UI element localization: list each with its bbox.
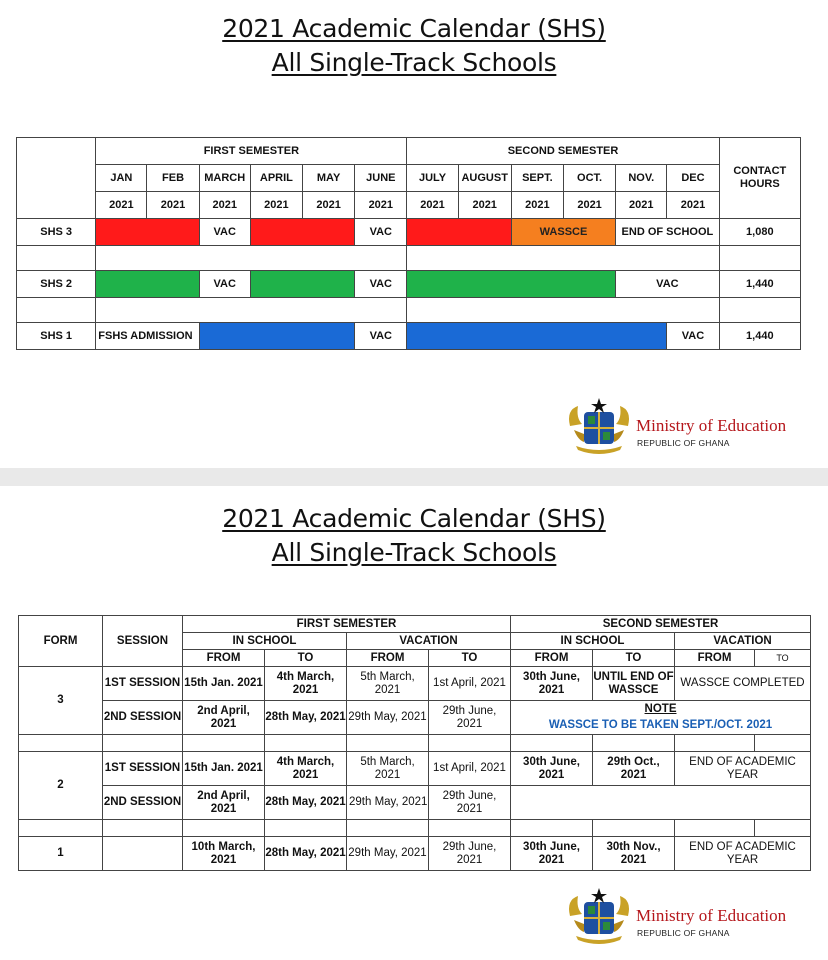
ghana-coat-of-arms-icon xyxy=(564,886,634,946)
note-title: NOTE xyxy=(644,703,677,715)
page-title: 2021 Academic Calendar (SHS) xyxy=(222,14,606,43)
year-header: 2021 xyxy=(563,192,615,219)
date-cell: 30th June, 2021 xyxy=(511,752,593,786)
empty-cell xyxy=(511,786,811,820)
vacation-cell: VAC xyxy=(616,271,719,298)
in-school-bar xyxy=(96,219,199,246)
to-header: TO xyxy=(593,650,675,667)
year-header: 2021 xyxy=(303,192,355,219)
status-cell: WASSCE COMPLETED xyxy=(675,667,811,701)
ministry-name: Ministry of Education xyxy=(636,906,787,925)
in-school-bar xyxy=(250,271,354,298)
panel-separator xyxy=(0,468,828,486)
date-cell: 29th June, 2021 xyxy=(429,837,511,871)
session-cell: 1ST SESSION xyxy=(103,752,183,786)
vacation-cell: VAC xyxy=(355,271,407,298)
from-header: FROM xyxy=(183,650,265,667)
republic-name: REPUBLIC OF GHANA xyxy=(637,438,730,448)
date-cell: 28th May, 2021 xyxy=(265,701,347,735)
session-cell: 1ST SESSION xyxy=(103,667,183,701)
year-header: 2021 xyxy=(616,192,667,219)
year-header: 2021 xyxy=(355,192,407,219)
date-cell: 1st April, 2021 xyxy=(429,667,511,701)
table-row xyxy=(19,786,811,820)
contact-hours-value: 1,440 xyxy=(719,323,800,350)
year-header: 2021 xyxy=(147,192,199,219)
vacation-cell: VAC xyxy=(355,219,407,246)
table-row xyxy=(19,667,811,701)
note-cell xyxy=(511,701,811,735)
form-cell: 2 xyxy=(19,752,103,820)
in-school-bar xyxy=(250,219,354,246)
date-cell: 10th March, 2021 xyxy=(183,837,265,871)
shs2-row xyxy=(17,271,801,298)
date-cell: 5th March, 2021 xyxy=(347,752,429,786)
session-cell xyxy=(103,837,183,871)
date-cell: 28th May, 2021 xyxy=(265,786,347,820)
year-header: 2021 xyxy=(407,192,458,219)
date-cell: 2nd April, 2021 xyxy=(183,786,265,820)
vacation-cell: VAC xyxy=(199,219,250,246)
month-header: NOV. xyxy=(616,165,667,192)
vacation-header: VACATION xyxy=(347,633,511,650)
date-cell: 29th May, 2021 xyxy=(347,701,429,735)
date-cell: 1st April, 2021 xyxy=(429,752,511,786)
status-cell: END OF ACADEMIC YEAR xyxy=(675,752,811,786)
year-header: 2021 xyxy=(199,192,250,219)
year-header: 2021 xyxy=(96,192,147,219)
date-cell: 29th Oct., 2021 xyxy=(593,752,675,786)
year-header: 2021 xyxy=(250,192,302,219)
from-header: FROM xyxy=(675,650,755,667)
ministry-logo xyxy=(564,396,804,456)
second-semester-header: SECOND SEMESTER xyxy=(511,616,811,633)
page-title: 2021 Academic Calendar (SHS) xyxy=(222,504,606,533)
republic-name: REPUBLIC OF GHANA xyxy=(637,928,730,938)
contact-hours-value: 1,440 xyxy=(719,271,800,298)
date-cell: 29th June, 2021 xyxy=(429,701,511,735)
form-header: FORM xyxy=(19,616,103,667)
year-header: 2021 xyxy=(511,192,563,219)
ghana-coat-of-arms-icon xyxy=(564,396,634,456)
in-school-header: IN SCHOOL xyxy=(183,633,347,650)
row-label: SHS 2 xyxy=(17,271,96,298)
month-header: JULY xyxy=(407,165,458,192)
form-cell: 1 xyxy=(19,837,103,871)
page-subtitle: All Single-Track Schools xyxy=(271,538,557,567)
first-semester-header: FIRST SEMESTER xyxy=(183,616,511,633)
month-header: MARCH xyxy=(199,165,250,192)
in-school-bar xyxy=(199,323,355,350)
month-header: OCT. xyxy=(563,165,615,192)
month-header: FEB xyxy=(147,165,199,192)
in-school-header: IN SCHOOL xyxy=(511,633,675,650)
note-text: WASSCE TO BE TAKEN SEPT./OCT. 2021 xyxy=(548,719,773,731)
month-header: DEC xyxy=(667,165,719,192)
first-semester-header: FIRST SEMESTER xyxy=(96,138,407,165)
corner-cell xyxy=(17,138,96,219)
from-header: FROM xyxy=(347,650,429,667)
in-school-bar xyxy=(407,219,511,246)
form-cell: 3 xyxy=(19,667,103,735)
row-label: SHS 3 xyxy=(17,219,96,246)
session-cell: 2ND SESSION xyxy=(103,701,183,735)
row-label: SHS 1 xyxy=(17,323,96,350)
in-school-bar xyxy=(96,271,199,298)
year-header: 2021 xyxy=(667,192,719,219)
session-cell: 2ND SESSION xyxy=(103,786,183,820)
table-row xyxy=(19,752,811,786)
month-header: APRIL xyxy=(250,165,302,192)
wassce-bar: WASSCE xyxy=(511,219,615,246)
date-cell: 4th March, 2021 xyxy=(265,752,347,786)
date-cell: 15th Jan. 2021 xyxy=(183,667,265,701)
to-header: TO xyxy=(429,650,511,667)
ministry-logo xyxy=(564,886,804,946)
date-cell: 29th June, 2021 xyxy=(429,786,511,820)
vacation-cell: VAC xyxy=(667,323,719,350)
calendar-panel-detailed xyxy=(0,486,828,960)
status-cell: END OF ACADEMIC YEAR xyxy=(675,837,811,871)
table-row xyxy=(19,837,811,871)
contact-hours-value: 1,080 xyxy=(719,219,800,246)
session-header: SESSION xyxy=(103,616,183,667)
vacation-cell: VAC xyxy=(199,271,250,298)
admission-cell: FSHS ADMISSION xyxy=(96,323,199,350)
date-cell: 5th March, 2021 xyxy=(347,667,429,701)
month-header: MAY xyxy=(303,165,355,192)
to-header: TO xyxy=(265,650,347,667)
month-header: JUNE xyxy=(355,165,407,192)
month-header: AUGUST xyxy=(458,165,511,192)
page-subtitle: All Single-Track Schools xyxy=(271,48,557,77)
calendar-panel-overview xyxy=(0,0,828,468)
year-header: 2021 xyxy=(458,192,511,219)
date-cell: 30th June, 2021 xyxy=(511,837,593,871)
date-cell: 29th May, 2021 xyxy=(347,837,429,871)
vacation-header: VACATION xyxy=(675,633,811,650)
date-cell: 30th Nov., 2021 xyxy=(593,837,675,871)
shs1-row xyxy=(17,323,801,350)
date-cell: 15th Jan. 2021 xyxy=(183,752,265,786)
end-of-school-cell: END OF SCHOOL xyxy=(616,219,719,246)
date-cell: 2nd April, 2021 xyxy=(183,701,265,735)
ministry-name: Ministry of Education xyxy=(636,416,787,435)
date-cell: 4th March, 2021 xyxy=(265,667,347,701)
years-row xyxy=(17,192,801,219)
in-school-bar xyxy=(407,271,616,298)
months-row xyxy=(17,165,801,192)
month-header: JAN xyxy=(96,165,147,192)
date-cell: 29th May, 2021 xyxy=(347,786,429,820)
month-header: SEPT. xyxy=(511,165,563,192)
second-semester-header: SECOND SEMESTER xyxy=(407,138,719,165)
vacation-cell: VAC xyxy=(355,323,407,350)
overview-calendar-table xyxy=(16,137,801,350)
table-row xyxy=(19,701,811,735)
contact-hours-header: CONTACT HOURS xyxy=(719,138,800,219)
shs3-row xyxy=(17,219,801,246)
in-school-bar xyxy=(407,323,667,350)
date-cell: 28th May, 2021 xyxy=(265,837,347,871)
detailed-calendar-table xyxy=(18,615,811,871)
date-cell: 30th June, 2021 xyxy=(511,667,593,701)
to-header: TO xyxy=(755,650,811,667)
from-header: FROM xyxy=(511,650,593,667)
date-cell: UNTIL END OF WASSCE xyxy=(593,667,675,701)
